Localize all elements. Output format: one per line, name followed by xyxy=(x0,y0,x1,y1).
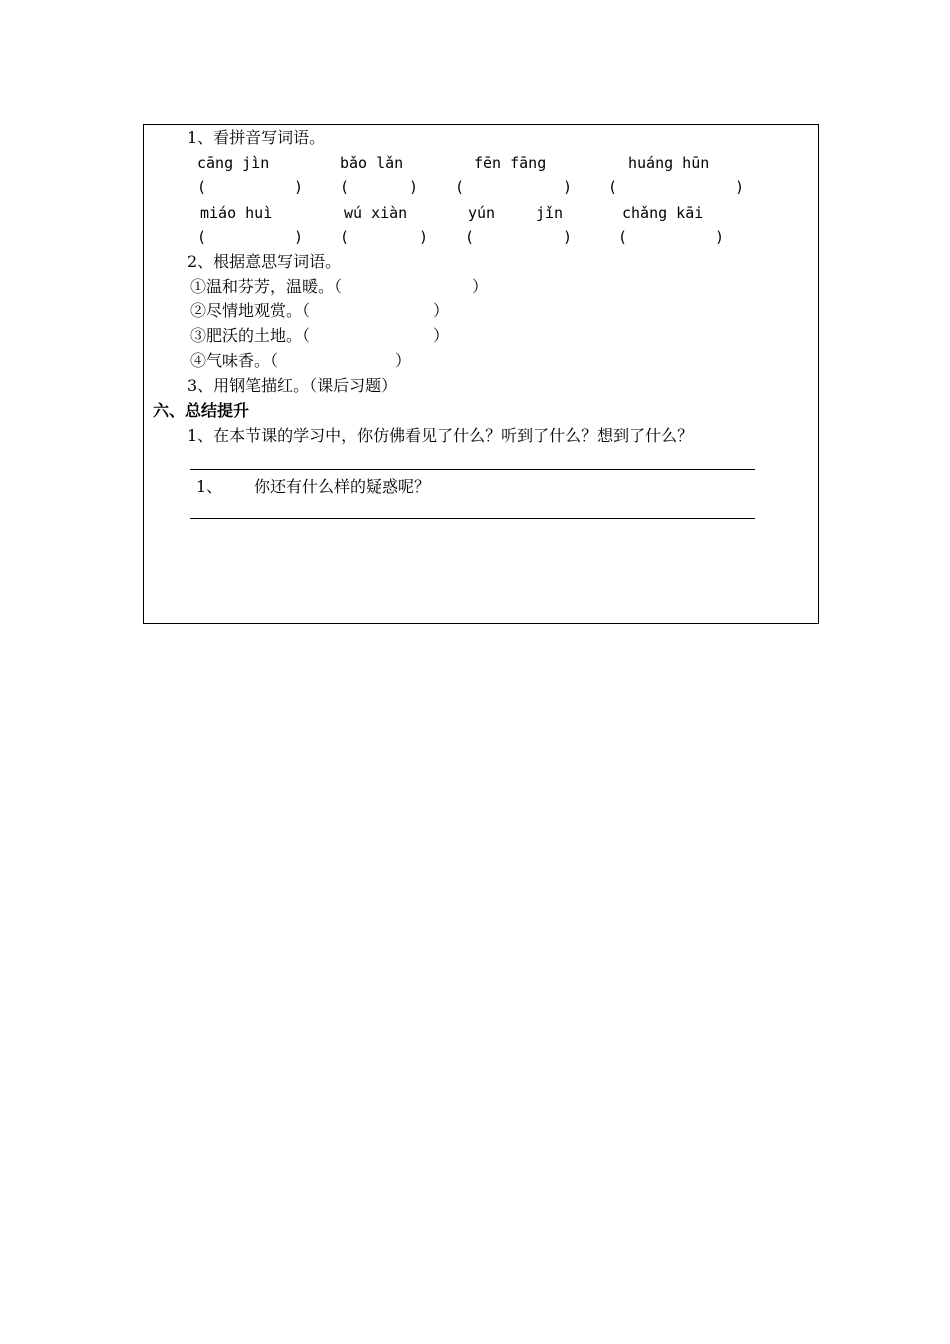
answer-paren-close: ) xyxy=(563,178,573,196)
answer-paren-close: ） xyxy=(395,351,412,370)
answer-paren-open[interactable]: ( xyxy=(455,178,465,196)
pinyin-word: jǐn xyxy=(536,204,564,222)
pinyin-word: huáng hūn xyxy=(628,154,710,172)
answer-paren-close: ) xyxy=(409,178,419,196)
pinyin-word: bǎo lǎn xyxy=(340,154,404,172)
summary-question-2: 你还有什么样的疑惑呢？ xyxy=(254,477,431,496)
answer-line[interactable] xyxy=(190,518,755,519)
answer-paren-open[interactable]: ( xyxy=(197,178,207,196)
answer-paren-open[interactable]: ( xyxy=(197,228,207,246)
answer-paren-close: ) xyxy=(294,178,304,196)
meaning-item-4: ④气味香。（ xyxy=(190,351,279,370)
pinyin-word: chǎng kāi xyxy=(622,204,704,222)
pinyin-word: cāng jìn xyxy=(197,154,270,172)
meaning-item-1: ①温和芬芳，温暖。（ xyxy=(190,277,343,296)
meaning-item-3: ③肥沃的土地。（ xyxy=(190,326,311,345)
answer-paren-close: ） xyxy=(433,301,450,320)
answer-paren-open[interactable]: ( xyxy=(465,228,475,246)
summary-question-1: 1、在本节课的学习中，你仿佛看见了什么？听到了什么？想到了什么？ xyxy=(187,426,694,445)
answer-paren-open[interactable]: ( xyxy=(340,228,350,246)
pinyin-word: miáo huì xyxy=(200,204,273,222)
summary-question-2-number: 1、 xyxy=(196,477,223,496)
worksheet-box xyxy=(143,124,819,624)
answer-paren-close: ) xyxy=(419,228,429,246)
answer-line[interactable] xyxy=(190,469,755,470)
answer-paren-close: ) xyxy=(715,228,725,246)
pinyin-word: yún xyxy=(468,204,496,222)
answer-paren-close: ) xyxy=(735,178,745,196)
answer-paren-close: ） xyxy=(472,277,489,296)
question-3-title: 3、用钢笔描红。（课后习题） xyxy=(187,376,398,395)
question-2-title: 2、根据意思写词语。 xyxy=(187,252,342,271)
answer-paren-close: ) xyxy=(563,228,573,246)
answer-paren-close: ） xyxy=(433,326,450,345)
section-heading: 六、总结提升 xyxy=(153,401,250,420)
pinyin-word: wú xiàn xyxy=(344,204,408,222)
answer-paren-open[interactable]: ( xyxy=(340,178,350,196)
pinyin-word: fēn fāng xyxy=(474,154,547,172)
question-1-title: 1、看拼音写词语。 xyxy=(187,128,326,147)
answer-paren-open[interactable]: ( xyxy=(608,178,618,196)
meaning-item-2: ②尽情地观赏。（ xyxy=(190,301,311,320)
answer-paren-open[interactable]: ( xyxy=(618,228,628,246)
answer-paren-close: ) xyxy=(294,228,304,246)
